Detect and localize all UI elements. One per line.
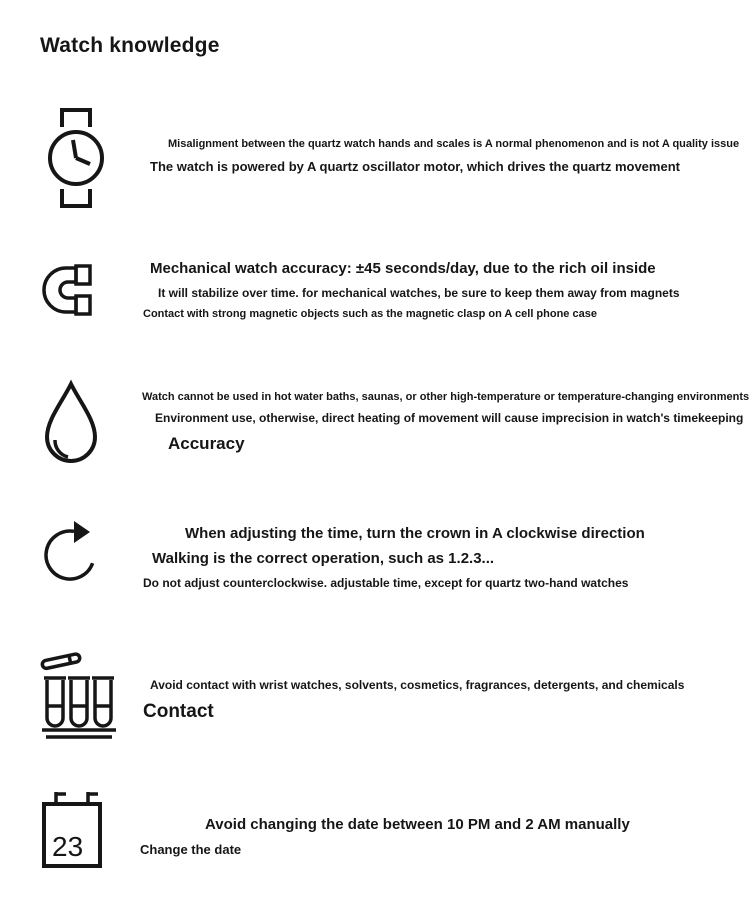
clockwise-arrow-icon bbox=[40, 519, 102, 585]
text-line: Watch cannot be used in hot water baths, saunas, or other high-temperature or temperature-changing environments bbox=[142, 390, 750, 403]
section-temperature bbox=[40, 379, 750, 469]
section-crown-adjustment bbox=[40, 519, 734, 599]
text-line: Accuracy bbox=[168, 434, 245, 454]
wristwatch-icon bbox=[40, 106, 112, 210]
section-magnetism bbox=[40, 260, 734, 329]
text-line: Contact with strong magnetic objects such as the magnetic clasp on A cell phone case bbox=[143, 307, 597, 320]
icon-column bbox=[40, 790, 140, 876]
icon-column bbox=[40, 519, 140, 585]
icon-column bbox=[40, 260, 140, 322]
test-tubes-icon bbox=[40, 648, 118, 740]
text-line: Avoid contact with wrist watches, solvents, cosmetics, fragrances, detergents, and chemicals bbox=[150, 678, 685, 692]
text-column bbox=[140, 379, 750, 462]
water-drop-icon bbox=[40, 379, 102, 469]
text-column bbox=[140, 648, 734, 731]
icon-column bbox=[40, 648, 140, 740]
icon-column bbox=[40, 106, 140, 210]
icon-column bbox=[40, 379, 140, 469]
page-title: Watch knowledge bbox=[40, 34, 220, 57]
text-line: Change the date bbox=[140, 841, 242, 857]
text-line: Do not adjust counterclockwise. adjustable time, except for quartz two-hand watches bbox=[143, 576, 629, 590]
text-column bbox=[140, 260, 734, 329]
section-chemicals bbox=[40, 648, 734, 740]
text-column bbox=[140, 106, 740, 182]
text-column bbox=[140, 790, 734, 865]
text-line: When adjusting the time, turn the crown in A clockwise direction bbox=[185, 524, 645, 542]
text-line: Walking is the correct operation, such as 1.2.3... bbox=[152, 550, 495, 568]
text-line: Misalignment between the quartz watch hands and scales is A normal phenomenon and is not A quality issue bbox=[168, 138, 740, 150]
text-line: Avoid changing the date between 10 PM and 2 AM manually bbox=[205, 816, 630, 833]
section-date-change bbox=[40, 790, 734, 876]
text-line: The watch is powered by A quartz oscillator motor, which drives the quartz movement bbox=[150, 158, 680, 174]
text-line: It will stabilize over time. for mechanical watches, be sure to keep them away from magnets bbox=[158, 285, 680, 300]
text-line: Environment use, otherwise, direct heating of movement will cause imprecision in watch's timekeeping bbox=[155, 411, 744, 426]
text-line: Contact bbox=[143, 701, 214, 722]
text-line: Mechanical watch accuracy: ±45 seconds/day, due to the rich oil inside bbox=[150, 260, 656, 277]
calendar-icon bbox=[40, 790, 104, 876]
magnet-icon bbox=[40, 260, 104, 322]
text-column bbox=[140, 519, 734, 599]
section-quartz-movement bbox=[40, 106, 740, 210]
calendar-day-number: 23 bbox=[52, 831, 84, 862]
